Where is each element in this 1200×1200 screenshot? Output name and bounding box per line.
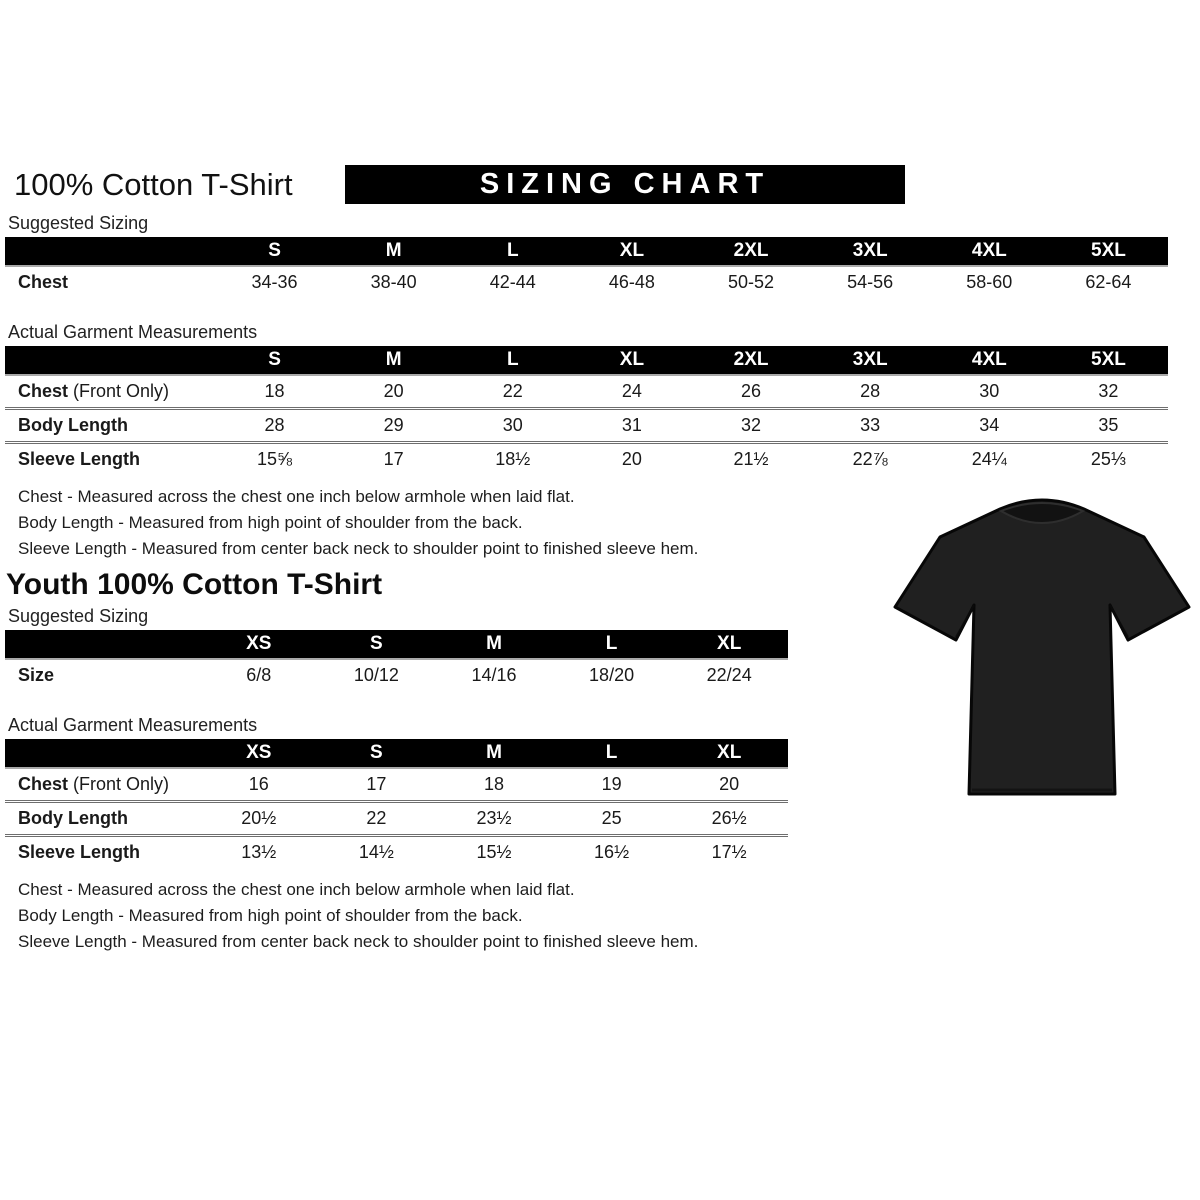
measurement-cell: 6/8 bbox=[246, 665, 272, 685]
table-row bbox=[5, 836, 788, 869]
page-title: 100% Cotton T-Shirt bbox=[14, 167, 293, 202]
measurement-cell: 35 bbox=[1049, 409, 1168, 443]
size-column-header: XL bbox=[670, 630, 788, 659]
row-label-text: Sleeve Length bbox=[18, 842, 141, 862]
size-column-header: 5XL bbox=[1049, 346, 1168, 375]
adult-suggested-table bbox=[5, 237, 1168, 298]
measurement-cell: 22/24 bbox=[706, 665, 752, 685]
measurement-cell: 50-52 bbox=[728, 272, 775, 292]
measurement-cell: 21½ bbox=[692, 443, 811, 476]
row-label-text: Chest bbox=[18, 272, 69, 292]
measurement-cell: 26 bbox=[741, 381, 762, 401]
measurement-note: Sleeve Length - Measured from center back neck to shoulder point to finished sleeve hem. bbox=[18, 932, 699, 951]
measurement-cell: 24 bbox=[621, 381, 642, 401]
measurement-cell: 30 bbox=[453, 409, 572, 443]
row-label bbox=[5, 802, 200, 836]
table-row bbox=[5, 409, 1168, 443]
measurement-cell: 29 bbox=[334, 409, 453, 443]
measurement-note: Chest - Measured across the chest one inch below armhole when laid flat. bbox=[18, 487, 575, 506]
size-column-header: XL bbox=[572, 237, 691, 266]
measurement-cell: 62-64 bbox=[1085, 272, 1132, 292]
tshirt-body bbox=[895, 500, 1189, 794]
size-column-header: M bbox=[435, 630, 553, 659]
measurement-cell: 34-36 bbox=[251, 272, 298, 292]
black-tshirt-graphic bbox=[888, 487, 1196, 805]
measurement-cell: 20½ bbox=[200, 802, 318, 836]
measurement-note: Sleeve Length - Measured from center back neck to shoulder point to finished sleeve hem. bbox=[18, 539, 699, 558]
measurement-cell: 22 bbox=[502, 381, 523, 401]
row-label-text: Body Length bbox=[18, 808, 128, 828]
size-column-header: 3XL bbox=[811, 346, 930, 375]
row-label bbox=[5, 443, 215, 476]
measurement-cell: 34 bbox=[930, 409, 1049, 443]
table-row bbox=[5, 659, 788, 691]
row-label-column-header bbox=[5, 630, 200, 659]
measurement-cell: 14½ bbox=[318, 836, 436, 869]
row-label-column-header bbox=[5, 237, 215, 266]
measurement-cell: 10/12 bbox=[353, 665, 399, 685]
measurement-cell: 46-48 bbox=[608, 272, 655, 292]
row-label bbox=[5, 409, 215, 443]
measurement-cell: 30 bbox=[979, 381, 1000, 401]
row-label bbox=[5, 375, 215, 409]
row-label bbox=[5, 659, 200, 691]
size-column-header: S bbox=[215, 346, 334, 375]
measurement-cell: 42-44 bbox=[489, 272, 536, 292]
row-label-text: Chest bbox=[18, 381, 69, 401]
row-label-text: Chest bbox=[18, 774, 69, 794]
size-column-header: 3XL bbox=[811, 237, 930, 266]
size-column-header: L bbox=[453, 237, 572, 266]
youth-suggested-label: Suggested Sizing bbox=[8, 606, 149, 626]
size-column-header: XS bbox=[200, 739, 318, 768]
youth-suggested-table bbox=[5, 630, 788, 691]
size-column-header: XL bbox=[572, 346, 691, 375]
youth-title: Youth 100% Cotton T-Shirt bbox=[6, 568, 383, 601]
size-column-header: 5XL bbox=[1049, 237, 1168, 266]
measurement-cell: 23½ bbox=[435, 802, 553, 836]
adult-actual-table bbox=[5, 346, 1168, 475]
measurement-cell: 18½ bbox=[453, 443, 572, 476]
measurement-cell: 18 bbox=[264, 381, 285, 401]
row-label-text: Body Length bbox=[18, 415, 128, 435]
tshirt-image bbox=[888, 487, 1196, 805]
size-column-header: 4XL bbox=[930, 346, 1049, 375]
size-column-header: M bbox=[334, 346, 453, 375]
sizing-chart-banner: SIZING CHART bbox=[345, 165, 905, 204]
row-label-suffix: (Front Only) bbox=[68, 774, 170, 794]
measurement-cell: 19 bbox=[601, 774, 622, 794]
size-column-header: L bbox=[453, 346, 572, 375]
size-column-header: L bbox=[553, 739, 671, 768]
youth-actual-label: Actual Garment Measurements bbox=[8, 715, 258, 735]
size-column-header: S bbox=[318, 739, 436, 768]
row-label bbox=[5, 768, 200, 802]
youth-actual-table bbox=[5, 739, 788, 868]
measurement-cell: 26½ bbox=[670, 802, 788, 836]
row-label-text: Sleeve Length bbox=[18, 449, 141, 469]
adult-actual-label: Actual Garment Measurements bbox=[8, 322, 258, 342]
header-row bbox=[5, 165, 1175, 209]
measurement-cell: 32 bbox=[1098, 381, 1119, 401]
measurement-cell: 32 bbox=[692, 409, 811, 443]
measurement-cell: 58-60 bbox=[966, 272, 1013, 292]
table-row bbox=[5, 802, 788, 836]
measurement-cell: 38-40 bbox=[370, 272, 417, 292]
row-label-column-header bbox=[5, 739, 200, 768]
measurement-cell: 17½ bbox=[670, 836, 788, 869]
measurement-cell: 25⅓ bbox=[1049, 443, 1168, 476]
table-row bbox=[5, 768, 788, 802]
size-column-header: M bbox=[334, 237, 453, 266]
size-column-header: 2XL bbox=[692, 346, 811, 375]
measurement-cell: 17 bbox=[334, 443, 453, 476]
size-column-header: S bbox=[318, 630, 436, 659]
measurement-cell: 14/16 bbox=[471, 665, 517, 685]
size-column-header: L bbox=[553, 630, 671, 659]
measurement-cell: 22 bbox=[318, 802, 436, 836]
table-row bbox=[5, 266, 1168, 298]
measurement-cell: 20 bbox=[383, 381, 404, 401]
measurement-cell: 24¼ bbox=[930, 443, 1049, 476]
measurement-cell: 25 bbox=[553, 802, 671, 836]
measurement-note: Body Length - Measured from high point of shoulder from the back. bbox=[18, 513, 523, 532]
measurement-cell: 13½ bbox=[200, 836, 318, 869]
table-row bbox=[5, 375, 1168, 409]
measurement-cell: 18/20 bbox=[589, 665, 635, 685]
measurement-cell: 17 bbox=[366, 774, 387, 794]
measurement-cell: 20 bbox=[572, 443, 691, 476]
measurement-cell: 33 bbox=[811, 409, 930, 443]
row-label-text: Size bbox=[18, 665, 55, 685]
measurement-cell: 28 bbox=[860, 381, 881, 401]
measurement-cell: 28 bbox=[215, 409, 334, 443]
measurement-cell: 16½ bbox=[553, 836, 671, 869]
row-label bbox=[5, 266, 215, 298]
youth-measurement-notes bbox=[5, 877, 1175, 955]
measurement-cell: 54-56 bbox=[847, 272, 894, 292]
measurement-cell: 22⅞ bbox=[811, 443, 930, 476]
measurement-cell: 31 bbox=[572, 409, 691, 443]
row-label bbox=[5, 836, 200, 869]
size-column-header: 4XL bbox=[930, 237, 1049, 266]
measurement-cell: 15½ bbox=[435, 836, 553, 869]
size-column-header: M bbox=[435, 739, 553, 768]
row-label-column-header bbox=[5, 346, 215, 375]
measurement-note: Body Length - Measured from high point of shoulder from the back. bbox=[18, 906, 523, 925]
size-column-header: 2XL bbox=[692, 237, 811, 266]
measurement-cell: 20 bbox=[719, 774, 740, 794]
table-row bbox=[5, 443, 1168, 476]
measurement-note: Chest - Measured across the chest one inch below armhole when laid flat. bbox=[18, 880, 575, 899]
measurement-cell: 18 bbox=[483, 774, 504, 794]
size-column-header: XS bbox=[200, 630, 318, 659]
measurement-cell: 16 bbox=[248, 774, 269, 794]
measurement-cell: 15⅝ bbox=[215, 443, 334, 476]
row-label-suffix: (Front Only) bbox=[68, 381, 170, 401]
size-column-header: S bbox=[215, 237, 334, 266]
size-column-header: XL bbox=[670, 739, 788, 768]
adult-suggested-label: Suggested Sizing bbox=[8, 213, 149, 233]
